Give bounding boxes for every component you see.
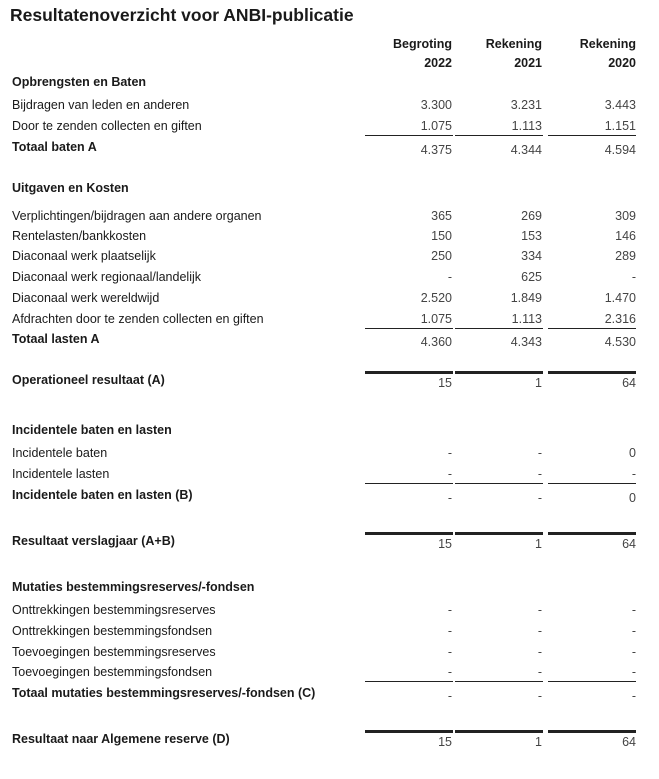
cell-value: 289 — [615, 249, 636, 263]
cell-value: 4.344 — [510, 143, 542, 157]
cell-value: 153 — [521, 229, 542, 243]
cell-value: 3.443 — [604, 98, 636, 112]
result-rule — [548, 730, 636, 733]
total-row — [0, 485, 659, 505]
result-rule — [455, 371, 543, 374]
row-label: Operationeel resultaat (A) — [12, 373, 165, 387]
cell-value: 4.530 — [604, 335, 636, 349]
column-header-line2: 2021 — [514, 56, 542, 70]
table-row — [0, 288, 659, 308]
section-heading — [0, 178, 659, 198]
column-header-line2: 2020 — [608, 56, 636, 70]
row-label: Onttrekkingen bestemmingsreserves — [12, 603, 216, 617]
row-label: Toevoegingen bestemmingsreserves — [12, 645, 216, 659]
result-rule — [455, 730, 543, 733]
cell-value: 365 — [431, 209, 452, 223]
cell-value: - — [631, 467, 636, 481]
cell-value: 150 — [431, 229, 452, 243]
total-row — [0, 683, 659, 703]
cell-value: 4.375 — [420, 143, 452, 157]
row-label: Incidentele baten en lasten — [12, 423, 172, 437]
cell-value: 1.075 — [420, 119, 452, 133]
cell-value: - — [447, 603, 452, 617]
cell-value: 1.151 — [604, 119, 636, 133]
cell-value: - — [631, 603, 636, 617]
table-row — [0, 246, 659, 266]
cell-value: - — [537, 689, 542, 703]
row-label: Incidentele lasten — [12, 467, 110, 481]
result-rule — [455, 532, 543, 535]
subtotal-rule — [455, 135, 543, 136]
cell-value: 1 — [535, 735, 542, 749]
cell-value: 146 — [615, 229, 636, 243]
subtotal-rule — [548, 135, 636, 136]
cell-value: 625 — [521, 270, 542, 284]
row-label: Resultaat verslagjaar (A+B) — [12, 534, 175, 548]
cell-value: 3.231 — [510, 98, 542, 112]
row-label: Resultaat naar Algemene reserve (D) — [12, 732, 230, 746]
subtotal-rule — [455, 681, 543, 682]
row-label: Diaconaal werk wereldwijd — [12, 291, 160, 305]
cell-value: - — [631, 624, 636, 638]
row-label: Mutaties bestemmingsreserves/-fondsen — [12, 580, 255, 594]
table-row — [0, 309, 659, 329]
cell-value: 15 — [438, 537, 452, 551]
row-label: Uitgaven en Kosten — [12, 181, 129, 195]
cell-value: - — [631, 665, 636, 679]
table-row — [0, 116, 659, 136]
table-row — [0, 95, 659, 115]
row-label: Door te zenden collecten en giften — [12, 119, 202, 133]
cell-value: - — [537, 624, 542, 638]
cell-value: 250 — [431, 249, 452, 263]
result-rule — [365, 532, 453, 535]
cell-value: - — [447, 446, 452, 460]
cell-value: - — [447, 270, 452, 284]
cell-value: 2.316 — [604, 312, 636, 326]
row-label: Opbrengsten en Baten — [12, 75, 147, 89]
cell-value: 0 — [629, 446, 636, 460]
cell-value: 269 — [521, 209, 542, 223]
row-label: Afdrachten door te zenden collecten en giften — [12, 312, 264, 326]
column-header-line1: Begroting — [392, 37, 452, 51]
page-title: Resultatenoverzicht voor ANBI-publicatie — [10, 5, 354, 25]
row-label: Diaconaal werk regionaal/landelijk — [12, 270, 201, 284]
subtotal-rule — [365, 135, 453, 136]
cell-value: - — [631, 689, 636, 703]
result-rule — [548, 532, 636, 535]
cell-value: - — [537, 665, 542, 679]
cell-value: 1.470 — [604, 291, 636, 305]
cell-value: 4.360 — [420, 335, 452, 349]
cell-value: - — [537, 491, 542, 505]
cell-value: 1 — [535, 537, 542, 551]
cell-value: - — [447, 645, 452, 659]
section-heading — [0, 420, 659, 440]
result-rule — [365, 730, 453, 733]
cell-value: - — [631, 645, 636, 659]
cell-value: 64 — [622, 537, 636, 551]
row-label: Verplichtingen/bijdragen aan andere organen — [12, 209, 262, 223]
row-label: Totaal baten A — [12, 140, 97, 154]
cell-value: - — [631, 270, 636, 284]
row-label: Totaal mutaties bestemmingsreserves/-fondsen (C) — [12, 686, 316, 700]
cell-value: - — [447, 467, 452, 481]
cell-value: 0 — [629, 491, 636, 505]
cell-value: 1.849 — [510, 291, 542, 305]
cell-value: 1.113 — [511, 119, 542, 133]
row-label: Totaal lasten A — [12, 332, 100, 346]
subtotal-rule — [548, 681, 636, 682]
subtotal-rule — [365, 483, 453, 484]
section-heading — [0, 577, 659, 597]
cell-value: - — [447, 665, 452, 679]
column-header-line2: 2022 — [424, 56, 452, 70]
cell-value: - — [447, 491, 452, 505]
subtotal-rule — [548, 483, 636, 484]
column-header-line1: Rekening — [579, 37, 636, 51]
table-row — [0, 206, 659, 226]
row-label: Incidentele baten en lasten (B) — [12, 488, 193, 502]
row-label: Incidentele baten — [12, 446, 108, 460]
table-row — [0, 267, 659, 287]
cell-value: - — [447, 689, 452, 703]
row-label: Toevoegingen bestemmingsfondsen — [12, 665, 213, 679]
cell-value: - — [537, 603, 542, 617]
cell-value: 2.520 — [420, 291, 452, 305]
result-rule — [365, 371, 453, 374]
table-row — [0, 443, 659, 463]
cell-value: - — [537, 446, 542, 460]
table-row — [0, 600, 659, 620]
row-label: Diaconaal werk plaatselijk — [12, 249, 156, 263]
cell-value: 1.113 — [511, 312, 542, 326]
column-header-line1: Rekening — [485, 37, 542, 51]
table-row — [0, 642, 659, 662]
cell-value: 334 — [521, 249, 542, 263]
total-row — [0, 137, 659, 157]
subtotal-rule — [365, 681, 453, 682]
table-row — [0, 464, 659, 484]
cell-value: - — [537, 645, 542, 659]
cell-value: 15 — [438, 376, 452, 390]
row-label: Rentelasten/bankkosten — [12, 229, 147, 243]
table-row — [0, 226, 659, 246]
cell-value: - — [447, 624, 452, 638]
row-label: Onttrekkingen bestemmingsfondsen — [12, 624, 213, 638]
cell-value: 4.343 — [510, 335, 542, 349]
cell-value: 1 — [535, 376, 542, 390]
section-heading — [0, 72, 659, 92]
cell-value: 64 — [622, 735, 636, 749]
result-rule — [548, 371, 636, 374]
cell-value: 309 — [615, 209, 636, 223]
row-label: Bijdragen van leden en anderen — [12, 98, 190, 112]
table-row — [0, 621, 659, 641]
table-row — [0, 662, 659, 682]
cell-value: 3.300 — [420, 98, 452, 112]
total-row — [0, 329, 659, 349]
cell-value: 15 — [438, 735, 452, 749]
cell-value: 4.594 — [604, 143, 636, 157]
cell-value: 1.075 — [420, 312, 452, 326]
subtotal-rule — [455, 483, 543, 484]
cell-value: - — [537, 467, 542, 481]
cell-value: 64 — [622, 376, 636, 390]
